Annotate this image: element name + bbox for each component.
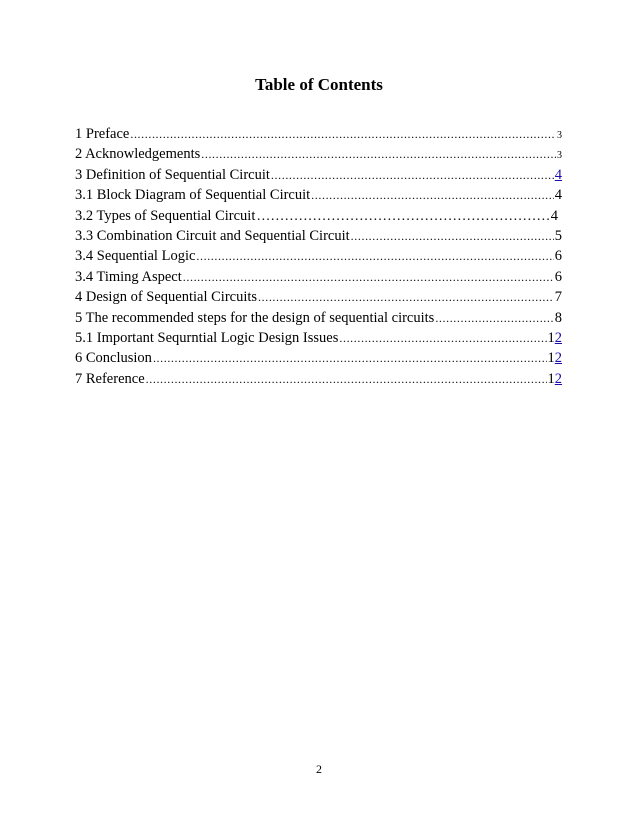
page-number: 2	[316, 762, 322, 776]
toc-leader-dots	[351, 229, 554, 244]
toc-leader-dots	[183, 270, 554, 285]
toc-page-link[interactable]: 2	[554, 350, 562, 367]
toc-entry-label: 3.4 Sequential Logic	[75, 248, 196, 265]
toc-entry-page	[548, 350, 563, 367]
toc-leader-dots	[311, 188, 554, 203]
toc-entry-page	[555, 289, 562, 306]
toc-entry-label: 4 Design of Sequential Circuits	[75, 289, 258, 306]
toc-entry-types[interactable]	[75, 208, 562, 228]
toc-entry-block-diagram[interactable]	[75, 187, 562, 207]
toc-leader-dots	[339, 331, 546, 346]
toc-leader-dots	[196, 249, 553, 264]
toc-entry-page	[555, 310, 562, 327]
toc-entry-page	[555, 269, 562, 286]
toc-entry-label: 5.1 Important Sequrntial Logic Design Issues	[75, 329, 339, 346]
toc-page-text: 6	[554, 248, 562, 265]
toc-entry-page	[557, 130, 562, 141]
toc-page-text: 4	[550, 207, 558, 224]
toc-page-text: 1	[547, 329, 555, 346]
toc-entry-page	[548, 330, 563, 347]
toc-entry-page	[548, 371, 563, 388]
toc-entry-page	[557, 150, 562, 161]
toc-page-text: 3	[557, 130, 562, 141]
toc-leader-dots	[201, 147, 556, 162]
toc-page-text: 6	[554, 268, 562, 285]
toc-page-link[interactable]: 2	[554, 370, 562, 387]
toc-leader-dots	[130, 127, 556, 142]
toc-leader-dots	[146, 372, 547, 387]
toc-entry-page	[555, 228, 562, 245]
toc-leader-dots	[153, 351, 547, 366]
toc-page-text: 3	[557, 150, 562, 162]
toc-entry-acknowledgements[interactable]	[75, 146, 562, 166]
toc-page-text: 4	[554, 187, 562, 204]
toc-entry-conclusion[interactable]	[75, 350, 562, 370]
toc-title: Table of Contents	[255, 75, 383, 94]
toc-page-text: 5	[554, 227, 562, 244]
toc-entry-design[interactable]	[75, 289, 562, 309]
toc-entry-design-issues[interactable]	[75, 330, 562, 350]
toc-page-text: 7	[554, 289, 562, 306]
toc-page-text: 1	[547, 350, 555, 367]
toc-entry-reference[interactable]	[75, 371, 562, 391]
toc-entry-label: 2 Acknowledgements	[75, 146, 201, 163]
toc-entry-recommended-steps[interactable]	[75, 310, 562, 330]
toc-entry-label: 3.3 Combination Circuit and Sequential Circuit	[75, 227, 350, 244]
toc-entry-combination[interactable]	[75, 228, 562, 248]
toc-entry-page	[555, 167, 562, 184]
toc-leader-dots	[435, 311, 553, 326]
toc-entry-page	[555, 187, 562, 204]
toc-entry-definition[interactable]	[75, 167, 562, 187]
toc-page-text: 1	[547, 370, 555, 387]
toc-entry-label: 3.4 Timing Aspect	[75, 268, 182, 285]
toc-entry-label: 3.1 Block Diagram of Sequential Circuit	[75, 187, 311, 204]
toc-entry-label: 6 Conclusion	[75, 350, 152, 367]
toc-list	[75, 126, 562, 391]
toc-leader-dots	[271, 168, 554, 183]
toc-leader-dots	[256, 209, 549, 225]
toc-entry-label: 3 Definition of Sequential Circuit	[75, 166, 270, 183]
toc-entry-page	[551, 208, 558, 225]
toc-page-link[interactable]: 4	[554, 166, 562, 183]
toc-entry-label: 7 Reference	[75, 370, 145, 387]
toc-page-link[interactable]: 2	[554, 329, 562, 346]
toc-entry-label: 5 The recommended steps for the design of sequential circuits	[75, 309, 435, 326]
toc-entry-timing-aspect[interactable]	[75, 269, 562, 289]
toc-leader-dots	[258, 290, 554, 305]
toc-page-text: 8	[554, 309, 562, 326]
toc-entry-sequential-logic[interactable]	[75, 248, 562, 268]
toc-entry-label: 3.2 Types of Sequential Circuit	[75, 207, 256, 224]
toc-entry-label: 1 Preface	[75, 126, 130, 142]
toc-entry-page	[555, 248, 562, 265]
toc-entry-preface[interactable]	[75, 126, 562, 146]
